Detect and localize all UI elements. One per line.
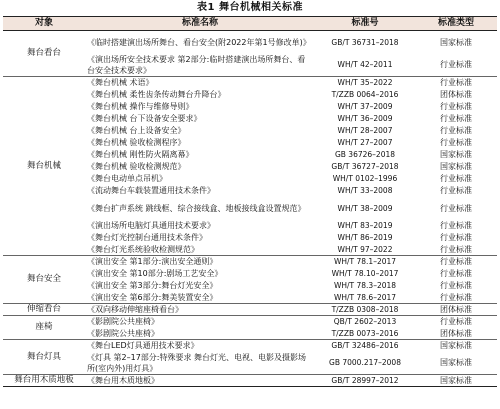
standard-number: WH/T 78.1–2017 bbox=[315, 256, 415, 268]
standard-number: GB/T 36731–2018 bbox=[315, 31, 415, 54]
object-cell: 舞台灯具 bbox=[3, 340, 85, 375]
standard-name: 《灯具 第2–17部分:特殊要求 舞台灯光、电视、电影及摄影场所(室内外)用灯具》 bbox=[87, 352, 307, 373]
standard-name: 《演出安全 第6部分:舞美装置安全》 bbox=[87, 292, 218, 302]
standard-type: 行业标准 bbox=[440, 186, 472, 195]
table-row bbox=[3, 31, 497, 54]
table-row bbox=[3, 340, 497, 352]
standard-type: 国家标准 bbox=[440, 162, 472, 171]
standard-number: T/ZZB 0064–2016 bbox=[331, 90, 399, 99]
standard-type: 国家标准 bbox=[415, 31, 497, 54]
standards-table bbox=[3, 16, 497, 387]
table-row bbox=[3, 316, 497, 328]
standard-number: WH/T 36–2009 bbox=[337, 114, 393, 123]
standard-number: WH/T 28–2007 bbox=[337, 126, 393, 135]
table-row bbox=[3, 375, 497, 387]
standard-name: 《舞台机械 柔性齿条传动舞台升降台》 bbox=[87, 90, 226, 99]
standard-name: 《舞台机械 刚性防火隔离幕》 bbox=[87, 150, 194, 159]
standard-name: 《舞台机械 操作与维修导则》 bbox=[87, 102, 194, 111]
standard-number: WH/T 97–2022 bbox=[337, 244, 393, 254]
standard-number: T/ZZB 0073–2016 bbox=[331, 328, 399, 338]
standard-name: 《舞台机械 术语》 bbox=[85, 77, 315, 89]
table-header-row bbox=[3, 17, 497, 31]
standard-name: 《演出场所安全技术要求 第2部分:临时搭建演出场所舞台、看台安全技术要求》 bbox=[87, 54, 306, 75]
standard-type: 行业标准 bbox=[440, 138, 472, 147]
standard-name: 《舞台灯光系统验收检测规范》 bbox=[87, 244, 199, 254]
table-body bbox=[3, 31, 497, 387]
standard-type: 行业标准 bbox=[415, 256, 497, 268]
standard-type: 行业标准 bbox=[440, 114, 472, 123]
standard-number: WH/T 78.6–2017 bbox=[333, 292, 397, 302]
standard-name: 《舞台机械 台上设备安全》 bbox=[87, 126, 186, 135]
standard-name: 《临时搭建演出场所舞台、看台安全(附2022年第1号修改单)》 bbox=[85, 31, 315, 54]
object-cell: 舞台看台 bbox=[3, 31, 85, 77]
standard-type: 行业标准 bbox=[440, 269, 472, 278]
standard-type: 行业标准 bbox=[440, 244, 472, 254]
object-cell: 舞台机械 bbox=[3, 77, 85, 256]
object-cell: 伸缩看台 bbox=[3, 304, 85, 316]
standard-type: 行业标准 bbox=[440, 126, 472, 135]
standard-name: 《演出场所电脑灯具通用技术要求》 bbox=[87, 221, 215, 230]
standard-name: 《舞台LED灯具通用技术要求》 bbox=[85, 340, 315, 352]
standard-type: 行业标准 bbox=[440, 203, 472, 213]
standard-number: GB/T 36727–2018 bbox=[331, 162, 399, 171]
standard-name: 《舞台机械 验收检测规范》 bbox=[87, 162, 186, 171]
standard-type: 团体标准 bbox=[415, 304, 497, 316]
table-caption: 表1 舞台机械相关标准 bbox=[197, 2, 303, 13]
standard-number: WH/T 0102–1996 bbox=[332, 174, 398, 183]
standard-type: 行业标准 bbox=[440, 174, 472, 183]
standard-name: 《演出安全 第1部分:演出安全通则》 bbox=[85, 256, 315, 268]
header-number: 标准号 bbox=[315, 17, 415, 31]
standard-name: 《流动舞台车载装置通用技术条件》 bbox=[87, 186, 215, 195]
standard-name: 《影剧院公共座椅》 bbox=[87, 328, 159, 338]
standard-number: GB/T 28997–2012 bbox=[315, 375, 415, 387]
standard-name: 《舞台灯光控制台通用技术条件》 bbox=[87, 233, 207, 242]
standard-type: 行业标准 bbox=[440, 60, 472, 70]
standard-type: 行业标准 bbox=[440, 102, 472, 111]
standard-number: WH/T 83–2019 bbox=[337, 221, 393, 230]
standard-type: 行业标准 bbox=[440, 281, 472, 290]
header-name: 标准名称 bbox=[85, 17, 315, 31]
standard-type: 行业标准 bbox=[440, 292, 472, 302]
standard-type: 国家标准 bbox=[440, 150, 472, 159]
standard-type: 国家标准 bbox=[415, 375, 497, 387]
standard-number: QB/T 2602–2013 bbox=[315, 316, 415, 328]
standard-name: 《演出安全 第10部分:剧场工艺安全》 bbox=[87, 269, 223, 278]
standard-name: 《舞台机械 验收检测程序》 bbox=[87, 138, 186, 147]
standard-type: 行业标准 bbox=[440, 233, 472, 242]
standard-name: 《双向移动伸缩座椅看台》 bbox=[85, 304, 315, 316]
standard-number: WH/T 78.10–2017 bbox=[331, 269, 399, 278]
standard-name: 《影剧院公共座椅》 bbox=[85, 316, 315, 328]
standard-name: 《舞台机械 台下设备安全要求》 bbox=[87, 114, 202, 123]
standard-number: GB 7000.217–2008 bbox=[329, 358, 401, 368]
standard-name: 《舞台用木质地板》 bbox=[85, 375, 315, 387]
header-type: 标准类型 bbox=[415, 17, 497, 31]
standard-number: GB 36726–2018 bbox=[334, 150, 396, 159]
standard-name: 《舞台电动单点吊机》 bbox=[87, 174, 167, 183]
standard-number: WH/T 33–2008 bbox=[337, 186, 393, 195]
object-cell: 舞台安全 bbox=[3, 256, 85, 304]
table-row bbox=[3, 77, 497, 89]
standard-number: WH/T 35–2022 bbox=[315, 77, 415, 89]
standard-type: 国家标准 bbox=[440, 358, 472, 368]
table-row bbox=[3, 304, 497, 316]
header-object: 对象 bbox=[3, 17, 85, 31]
standard-number: T/ZZB 0308–2018 bbox=[315, 304, 415, 316]
table-row bbox=[3, 256, 497, 268]
standard-name: 《舞台扩声系统 跳线框、综合接线盒、地板接线盒设置规范》 bbox=[87, 203, 306, 213]
object-cell: 舞台用木质地板 bbox=[3, 375, 85, 387]
standard-number: WH/T 86–2019 bbox=[337, 233, 393, 242]
standard-number: WH/T 38–2009 bbox=[337, 203, 393, 213]
object-cell: 座椅 bbox=[3, 316, 85, 340]
standard-type: 行业标准 bbox=[440, 221, 472, 230]
standard-number: WH/T 37–2009 bbox=[337, 102, 393, 111]
standard-type: 团体标准 bbox=[440, 328, 472, 338]
standard-number: WH/T 42–2011 bbox=[337, 60, 393, 70]
standard-number: GB/T 32486–2016 bbox=[315, 340, 415, 352]
standard-name: 《演出安全 第3部分:舞台灯光安全》 bbox=[87, 281, 218, 290]
standard-type: 行业标准 bbox=[415, 316, 497, 328]
standard-type: 行业标准 bbox=[415, 77, 497, 89]
standard-type: 团体标准 bbox=[440, 90, 472, 99]
standard-number: WH/T 78.3–2018 bbox=[333, 281, 397, 290]
standard-number: WH/T 27–2007 bbox=[337, 138, 393, 147]
standard-type: 国家标准 bbox=[415, 340, 497, 352]
